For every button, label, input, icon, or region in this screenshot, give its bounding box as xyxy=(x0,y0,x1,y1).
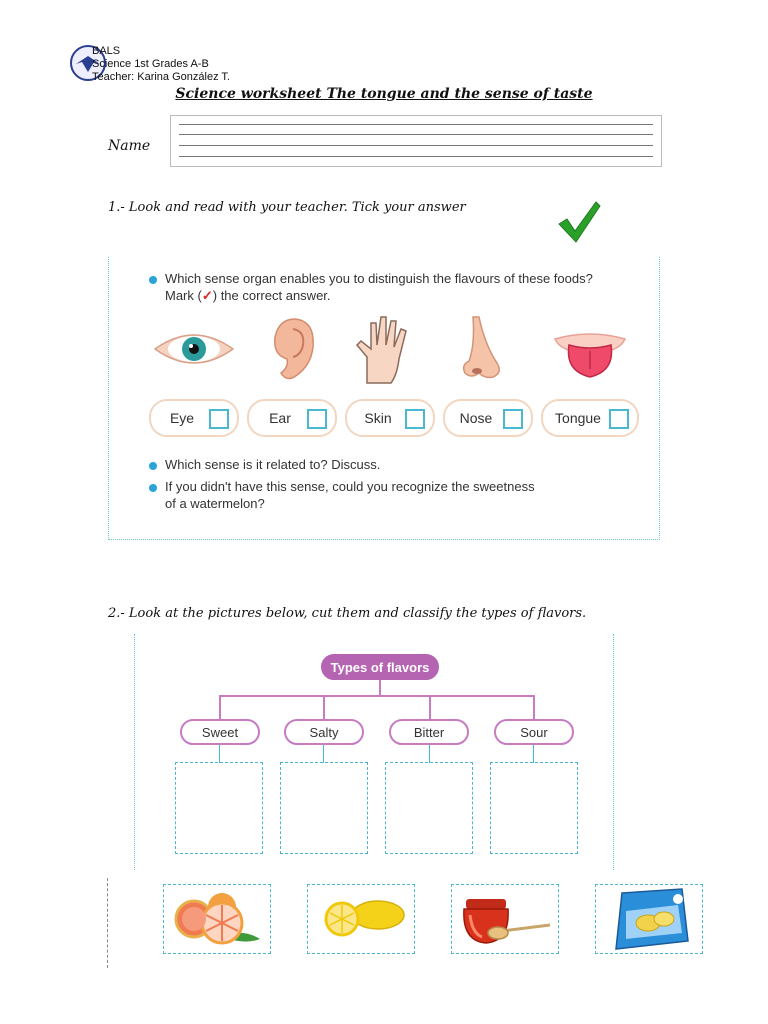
category-bitter: Bitter xyxy=(389,719,469,745)
teacher-name: Teacher: Karina González T. xyxy=(92,71,230,83)
bullet-icon xyxy=(149,462,157,470)
question1-instruction: 1.- Look and read with your teacher. Tick your answer xyxy=(108,200,466,215)
worksheet-title: Science worksheet The tongue and the sense of taste xyxy=(175,86,593,102)
tree-connector xyxy=(219,745,220,763)
question2-panel xyxy=(134,634,614,870)
chips-bag-icon xyxy=(596,885,702,953)
nose-icon xyxy=(459,315,503,392)
question1-panel xyxy=(108,257,660,540)
header-info xyxy=(92,45,230,84)
honey-jar-icon xyxy=(452,885,558,953)
checkbox-tongue[interactable] xyxy=(609,409,629,429)
tongue-icon xyxy=(549,327,631,386)
school-name: BALS xyxy=(92,45,121,57)
eye-icon xyxy=(151,327,237,376)
types-of-flavors-label: Types of flavors xyxy=(321,654,439,680)
grapefruit-icon xyxy=(164,885,270,953)
checkbox-skin[interactable] xyxy=(405,409,425,429)
hand-icon xyxy=(353,315,413,390)
drop-box-bitter[interactable] xyxy=(385,762,473,854)
cutout-chips[interactable] xyxy=(595,884,703,954)
tree-connector xyxy=(323,695,325,719)
green-check-icon xyxy=(556,198,602,249)
cutout-honey[interactable] xyxy=(451,884,559,954)
option-ear[interactable]: Ear xyxy=(247,399,337,437)
option-nose[interactable]: Nose xyxy=(443,399,533,437)
name-label: Name xyxy=(108,138,151,154)
option-eye[interactable]: Eye xyxy=(149,399,239,437)
ear-icon xyxy=(267,315,317,388)
tree-connector xyxy=(323,745,324,763)
cut-guide-line xyxy=(107,878,108,968)
question1-bullet2: Which sense is it related to? Discuss. xyxy=(149,456,380,473)
red-check-icon: ✓ xyxy=(201,288,213,303)
name-field[interactable] xyxy=(170,115,662,167)
checkbox-ear[interactable] xyxy=(307,409,327,429)
drop-box-sweet[interactable] xyxy=(175,762,263,854)
tree-connector xyxy=(533,745,534,763)
tree-connector xyxy=(379,680,381,696)
bullet-icon xyxy=(149,276,157,284)
checkbox-eye[interactable] xyxy=(209,409,229,429)
drop-box-sour[interactable] xyxy=(490,762,578,854)
checkbox-nose[interactable] xyxy=(503,409,523,429)
bullet-icon xyxy=(149,484,157,492)
category-sweet: Sweet xyxy=(180,719,260,745)
tree-connector xyxy=(219,695,535,697)
tree-connector xyxy=(533,695,535,719)
option-skin[interactable]: Skin xyxy=(345,399,435,437)
tree-connector xyxy=(429,745,430,763)
cutout-lemon[interactable] xyxy=(307,884,415,954)
tree-connector xyxy=(219,695,221,719)
question2-instruction: 2.- Look at the pictures below, cut them and classify the types of flavors. xyxy=(108,606,587,621)
question1-bullet3: If you didn't have this sense, could you recognize the sweetness of a watermelon? xyxy=(149,478,535,512)
option-tongue[interactable]: Tongue xyxy=(541,399,639,437)
category-salty: Salty xyxy=(284,719,364,745)
drop-box-salty[interactable] xyxy=(280,762,368,854)
tree-connector xyxy=(429,695,431,719)
cutout-grapefruit[interactable] xyxy=(163,884,271,954)
course-name: Science 1st Grades A-B xyxy=(92,58,209,70)
category-sour: Sour xyxy=(494,719,574,745)
lemon-icon xyxy=(308,885,414,953)
question1-prompt: Which sense organ enables you to distinguish the flavours of these foods? Mark (✓) the correct answer. xyxy=(149,270,593,304)
